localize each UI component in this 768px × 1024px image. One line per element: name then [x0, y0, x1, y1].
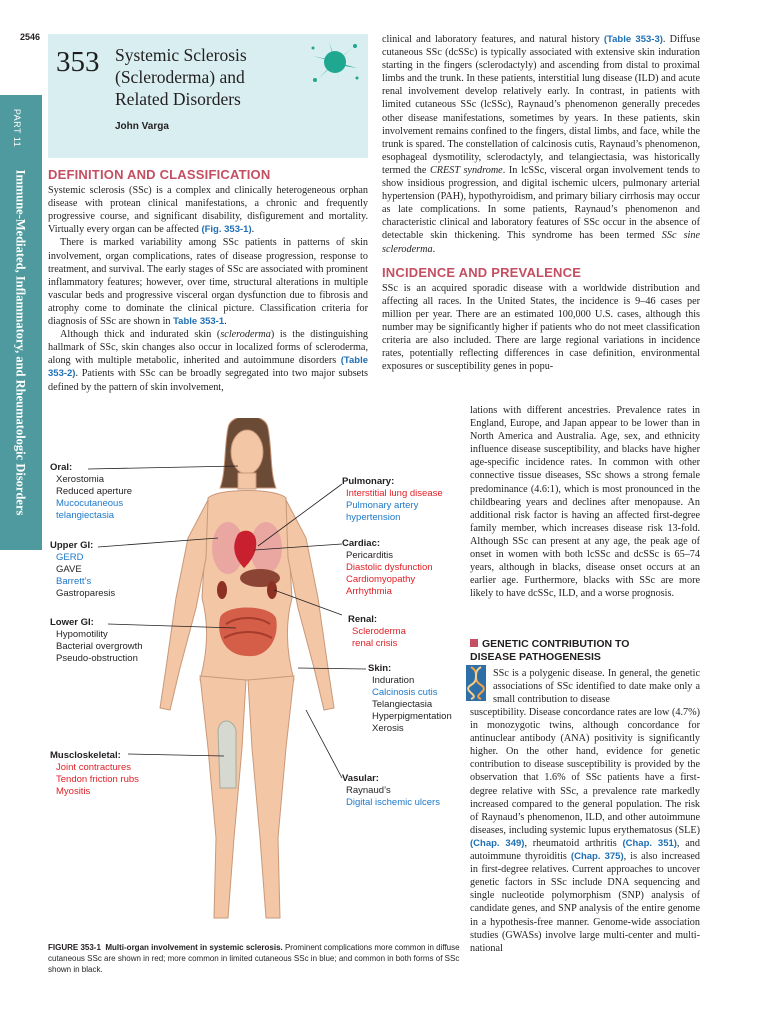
text-span: SSc sine scleroderma	[382, 230, 700, 255]
cardiac-label	[342, 538, 433, 598]
label-item: Mucocutaneous	[56, 498, 124, 509]
label-item: Barrett’s	[56, 576, 92, 587]
label-item: Hypomotility	[56, 629, 108, 640]
label-item: Diastolic dysfunction	[346, 562, 433, 573]
incidence-paragraph-1: SSc is an acquired sporadic disease with a worldwide distribution and affecting all races. In the United States, the incidence is 9–46 cases per million per year. There are an estimated 100,000 U.S. cases, although this number may be significantly higher if patients who do not meet classification criteria are also included. There are large regional variations in incidence rates, potentially reflecting differences in case definition, environmental exposures or susceptibility genes in popu-	[382, 282, 700, 373]
caption-label: FIGURE 353-1	[48, 943, 101, 952]
label-item: Reduced aperture	[56, 486, 133, 497]
chapter-title-line: Related Disorders	[115, 89, 241, 109]
section-label: Immune-Mediated, Inflammatory, and Rheumatologic Disorders	[13, 169, 28, 516]
incidence-paragraph-2: lations with different ancestries. Prevalence rates in England, Europe, and Japan appear to be lower than in North America and Australia. Age, sex, and ethnicity influence disease susceptibility, and blacks have higher age-specific incidence rates. In common with other connective tissue diseases, SSc shows a strong female predominance (4.6:1), which is most pronounced in the childbearing years and declines after menopause. An additional risk factor is having an affected first-degree family member, which increases disease risk 13-fold. Although SSc can present at any age, the peak age of onset in women with both lcSSc and dcSSc is 65–74 years, although in blacks, disease onset occurs at an earlier age. Furthermore, blacks with SSc are more likely to have dcSSc, ILD, and a worse prognosis.	[470, 405, 700, 600]
genetic-paragraph-2	[470, 706, 700, 955]
label-title: Upper GI:	[50, 540, 94, 551]
table-ref-link[interactable]: (Table 353-2)	[48, 355, 368, 380]
label-item: Bacterial overgrowth	[56, 641, 143, 652]
table-ref-link[interactable]: (Table 353-3)	[603, 34, 663, 45]
label-title: Skin:	[368, 663, 392, 674]
label-item: Hyperpigmentation	[372, 711, 452, 722]
definition-paragraph-1	[48, 184, 368, 236]
label-item: Pericarditis	[346, 550, 393, 561]
genetic-paragraph-1: SSc is a polygenic disease. In general, the genetic associations of SSc identified to date make only a small contribution to disease	[493, 668, 700, 706]
oral-label	[50, 462, 132, 522]
label-item: Gastroparesis	[56, 588, 116, 599]
label-item: Raynaud’s	[346, 785, 391, 796]
caption-text: Prominent complications more common in diffuse cutaneous SSc are shown in red; more common in limited cutaneous SSc in blue; and common in both forms of SSc shown in black.	[48, 943, 460, 974]
label-item: Pulmonary artery	[346, 500, 419, 511]
heading-bullet-icon	[470, 639, 478, 647]
genetic-body-text	[470, 706, 700, 955]
text-span: scleroderma	[220, 329, 271, 341]
chapter-number: 353	[56, 46, 100, 78]
label-item: Calcinosis cutis	[372, 687, 438, 698]
label-item: Pseudo-obstruction	[56, 653, 138, 664]
label-item: Xerostomia	[56, 474, 105, 485]
chapter-title	[115, 44, 285, 110]
text-span: Systemic sclerosis (SSc) is a complex and clinically heterogeneous orphan disease with protean clinical manifestations, a chronic and frequently progressive course, and significant disability, disfigurement and mortality. Virtually every organ can be affected	[48, 185, 368, 236]
figure-ref-link[interactable]: (Fig. 353-1)	[201, 224, 252, 236]
label-title: Oral:	[50, 462, 73, 473]
text-span: susceptibility. Disease concordance rates are low (4.7%) in monozygotic twins, although concordance for antinuclear antibody (ANA) positivity is significantly higher. On the other hand, evidence for genetic contribution to disease susceptibility is provided by the observation that 1.6% of SSc patients have a first-degree relative with SSc, a prevalence rate markedly increased compared to the general population. The risk of Raynaud’s phenomenon, ILD, and other autoimmune diseases, including systemic lupus erythematosus (SLE)	[470, 707, 700, 836]
vascular-label	[342, 773, 440, 809]
incidence-continued	[470, 404, 700, 600]
text-span: .	[432, 243, 436, 255]
label-item: Digital ischemic ulcers	[346, 797, 440, 808]
text-span: , is also increased in first-degree relatives. Current approaches to uncover genetic factors in SSc include DNA sequencing and single nucleotide polymorphism (SNP) analysis of candidate genes, and SNP analysis of the entire genome in a hypothesis-free manner. Genome-wide association studies (GWASs) involve large multi-center and multi-national	[470, 851, 701, 954]
label-item: Joint contractures	[56, 762, 131, 773]
text-span: clinical and laboratory features, and natural history	[382, 34, 604, 45]
pulmonary-label	[342, 476, 443, 524]
table-ref-link[interactable]: Table 353-1	[173, 316, 225, 328]
genetic-heading	[470, 638, 700, 664]
label-item: GAVE	[56, 564, 82, 575]
chapter-ref-link[interactable]: (Chap. 375)	[570, 851, 624, 863]
text-span: ) is the distinguishing hallmark of SSc, skin changes also occur in localized forms of scleroderma, along with multiple metabolic, inherited and autoimmune disorders	[48, 329, 369, 367]
right-column-text	[382, 33, 700, 373]
dna-icon	[466, 665, 486, 701]
label-title: Vasular:	[342, 773, 379, 784]
label-title: Renal:	[348, 614, 378, 625]
text-span: .	[224, 316, 227, 328]
text-span: , and autoimmune thyroiditis	[470, 837, 700, 863]
definition-paragraph-3	[48, 328, 368, 393]
label-item: renal crisis	[352, 638, 398, 649]
left-column-text	[48, 168, 368, 394]
incidence-heading: INCIDENCE AND PREVALENCE	[382, 264, 582, 280]
genetic-heading-line: GENETIC CONTRIBUTION TO	[482, 638, 630, 650]
chapter-ref-link[interactable]: (Chap. 351)	[622, 837, 677, 849]
text-span: . Diffuse cutaneous SSc (dcSSc) is typically associated with extensive skin induration starting in the fingers (sclerodactyly) and ascending from distal to proximal limbs and the trunk. In these patients, interstitial lung disease (ILD) and acute renal involvement develop relatively early. In contrast, in patients with limited cutaneous SSc (lcSSc), Raynaud’s phenomenon generally precedes other disease manifestations, sometimes by years. In these patients, skin involvement remains confined to the fingers, distal limbs, and face, while the trunk is spared. The constellation of calcinosis cutis, Raynaud’s phenomenon, esophageal dysmotility, sclerodactyly, and telangiectasia, was historically termed the	[382, 34, 701, 176]
skin-label	[368, 663, 452, 735]
figure-caption	[48, 942, 460, 975]
genetic-intro-text	[493, 667, 700, 706]
part-label: PART 11	[12, 108, 23, 148]
text-span: Although thick and indurated skin (	[60, 329, 221, 341]
text-span: CREST syndrome	[430, 164, 503, 176]
label-item: Xerosis	[372, 723, 404, 734]
label-item: Myositis	[56, 786, 91, 797]
text-span: .	[251, 224, 255, 236]
label-item: Telangiectasia	[372, 699, 433, 710]
label-title: Lower GI:	[50, 617, 94, 628]
label-title: Cardiac:	[342, 538, 381, 549]
author-name: John Varga	[115, 121, 169, 132]
label-item: Scleroderma	[352, 626, 406, 637]
label-item: Induration	[372, 675, 415, 686]
label-item: Arrhythmia	[346, 586, 392, 597]
part-side-tab	[0, 95, 42, 550]
text-span: , rheumatoid arthritis	[524, 837, 623, 849]
genetic-heading-line: DISEASE PATHOGENESIS	[470, 651, 601, 663]
classification-paragraph	[382, 33, 700, 256]
musculoskeletal-label	[50, 750, 139, 798]
chapter-ref-link[interactable]: (Chap. 349)	[470, 837, 525, 849]
figure-353-1	[48, 418, 460, 940]
upper-gi-label	[50, 540, 115, 600]
label-item: Tendon friction rubs	[56, 774, 139, 785]
renal-label	[348, 614, 406, 650]
definition-paragraph-2	[48, 236, 368, 328]
lower-gi-label	[50, 617, 143, 665]
text-span: . Patients with SSc can be broadly segregated into two major subsets defined by the pattern of skin involvement,	[48, 368, 368, 393]
label-title: Muscloskeletal:	[50, 750, 121, 761]
chapter-title-line: Systemic Sclerosis	[115, 45, 247, 65]
page-number: 2546	[20, 32, 41, 42]
definition-heading: DEFINITION AND CLASSIFICATION	[48, 167, 271, 182]
label-item: Interstitial lung disease	[346, 488, 443, 499]
text-span: . In lcSSc, visceral organ involvement tends to show insidious progression, and digital ischemic ulcers, pulmonary arterial hypertension (PAH), hypothyroidism, and primary biliary cirrhosis may occur as late complications. In some patients, Raynaud’s phenomenon and characteristic clinical and laboratory features of SSc occur in the absence of detectable skin thickening. This syndrome has been termed	[382, 164, 700, 242]
chapter-title-line: (Scleroderma) and	[115, 67, 245, 87]
text-span: There is marked variability among SSc patients in patterns of skin involvement, organ complications, rates of disease progression, response to treatment, and survival. The early stages of SSc are associated with prominent inflammatory features; however, over time, structural alterations in multiple vascular beds and progressive visceral organ dysfunction due to fibrosis and atrophy come to dominate the clinical picture. Classification criteria for diagnosis of SSc are shown in	[48, 237, 368, 328]
label-item: GERD	[56, 552, 84, 563]
label-item: hypertension	[346, 512, 401, 523]
label-title: Pulmonary:	[342, 476, 395, 487]
label-item: telangiectasia	[56, 510, 115, 521]
label-item: Cardiomyopathy	[346, 574, 416, 585]
part-label-box	[12, 109, 28, 153]
caption-title: Multi-organ involvement in systemic sclerosis.	[105, 943, 283, 952]
splatter-logo-icon	[305, 38, 361, 88]
